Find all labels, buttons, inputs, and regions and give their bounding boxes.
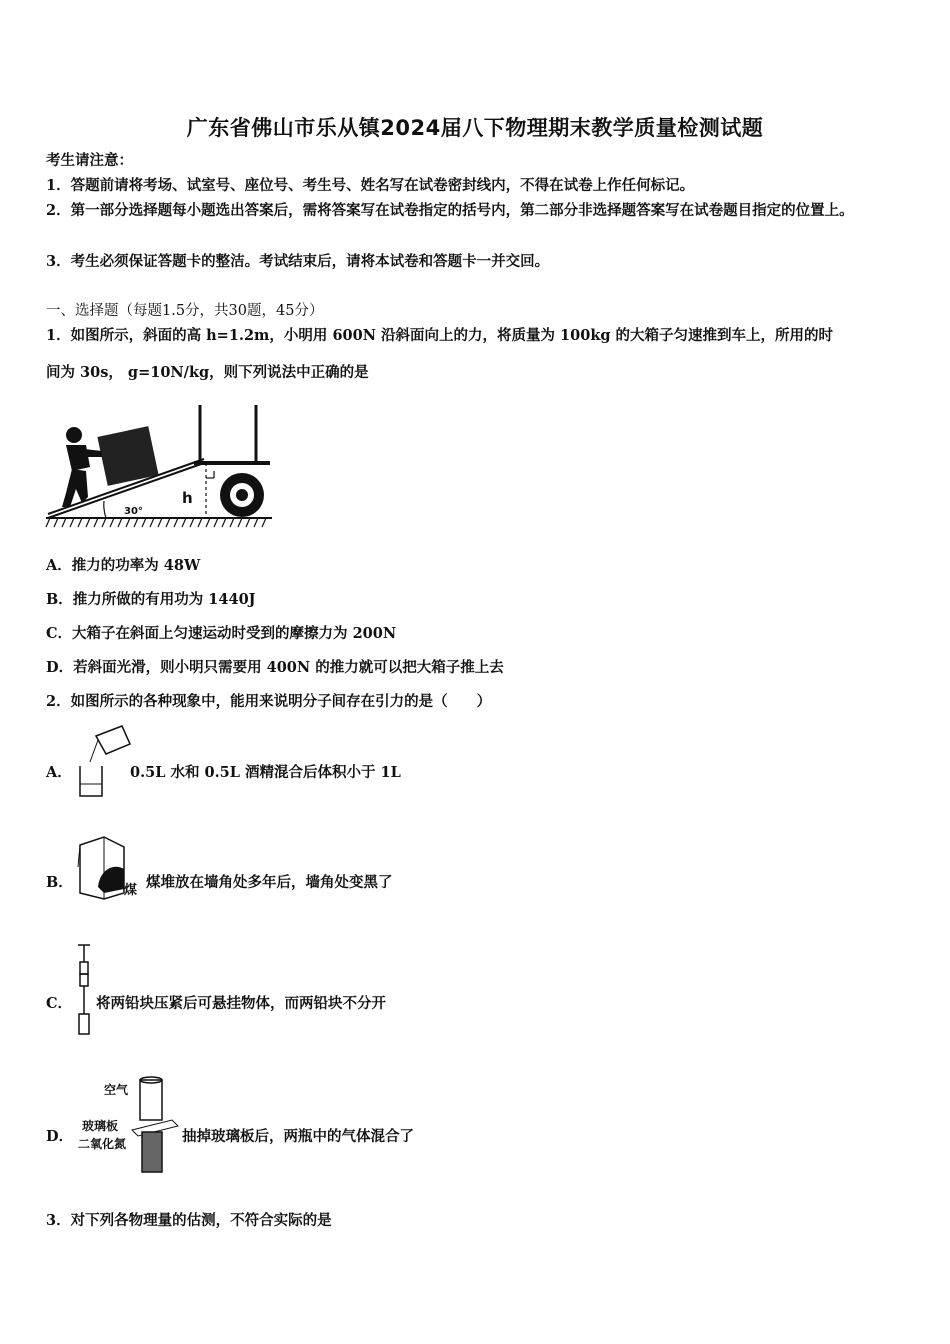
q2-option-d-letter: D．	[46, 1128, 74, 1145]
beaker-pouring-figure	[74, 722, 132, 798]
notice-item-2: 2．第一部分选择题每小题选出答案后，需将答案写在试卷指定的括号内，第二部分非选择题答案写在试卷题目指定的位置上。	[46, 202, 854, 219]
q2-option-d-text: 抽掉玻璃板后，两瓶中的气体混合了	[182, 1128, 414, 1145]
section-heading: 一、选择题（每题1.5分，共30题，45分）	[46, 303, 324, 319]
notice-heading: 考生请注意：	[46, 152, 133, 169]
q1-option-d: D．若斜面光滑，则小明只需要用 400N 的推力就可以把大箱子推上去	[46, 659, 504, 676]
q2-option-b-text: 煤堆放在墙角处多年后，墙角处变黑了	[146, 874, 393, 891]
q1-stem-line2: 间为 30s， g=10N/kg，则下列说法中正确的是	[46, 364, 369, 381]
coal-corner-figure	[74, 833, 146, 903]
height-label: h	[182, 489, 193, 507]
angle-label: 30°	[124, 506, 143, 517]
gas-jars-figure	[76, 1076, 180, 1178]
lead-blocks-figure	[74, 942, 94, 1038]
coal-label: 煤	[124, 883, 138, 898]
air-label: 空气	[104, 1083, 129, 1097]
q1-stem-line1: 1．如图所示，斜面的高 h=1.2m，小明用 600N 沿斜面向上的力，将质量为 100kg 的大箱子匀速推到车上，所用的时	[46, 327, 834, 344]
q1-option-a: A．推力的功率为 48W	[46, 557, 201, 574]
q1-option-b: B．推力所做的有用功为 1440J	[46, 591, 256, 608]
q2-option-a-letter: A．	[46, 764, 72, 781]
q1-option-c: C．大箱子在斜面上匀速运动时受到的摩擦力为 200N	[46, 625, 397, 642]
q2-option-a-text: 0.5L 水和 0.5L 酒精混合后体积小于 1L	[130, 764, 401, 781]
q2-stem: 2．如图所示的各种现象中，能用来说明分子间存在引力的是（ ）	[46, 693, 492, 710]
notice-item-3: 3．考生必须保证答题卡的整洁。考试结束后，请将本试卷和答题卡一并交回。	[46, 253, 550, 270]
q2-option-b-letter: B．	[46, 874, 73, 891]
nitrogen-dioxide-label: 二氧化氮	[78, 1137, 127, 1151]
ramp-truck-figure	[44, 405, 276, 533]
q3-stem: 3．对下列各物理量的估测，不符合实际的是	[46, 1212, 332, 1229]
q2-option-c-text: 将两铅块压紧后可悬挂物体，而两铅块不分开	[96, 995, 386, 1012]
notice-item-1: 1．答题前请将考场、试室号、座位号、考生号、姓名写在试卷密封线内，不得在试卷上作任何标记。	[46, 177, 695, 194]
q2-option-c-letter: C．	[46, 995, 73, 1012]
page-title: 广东省佛山市乐从镇2024届八下物理期末教学质量检测试题	[186, 116, 764, 140]
glass-plate-label: 玻璃板	[82, 1119, 119, 1133]
